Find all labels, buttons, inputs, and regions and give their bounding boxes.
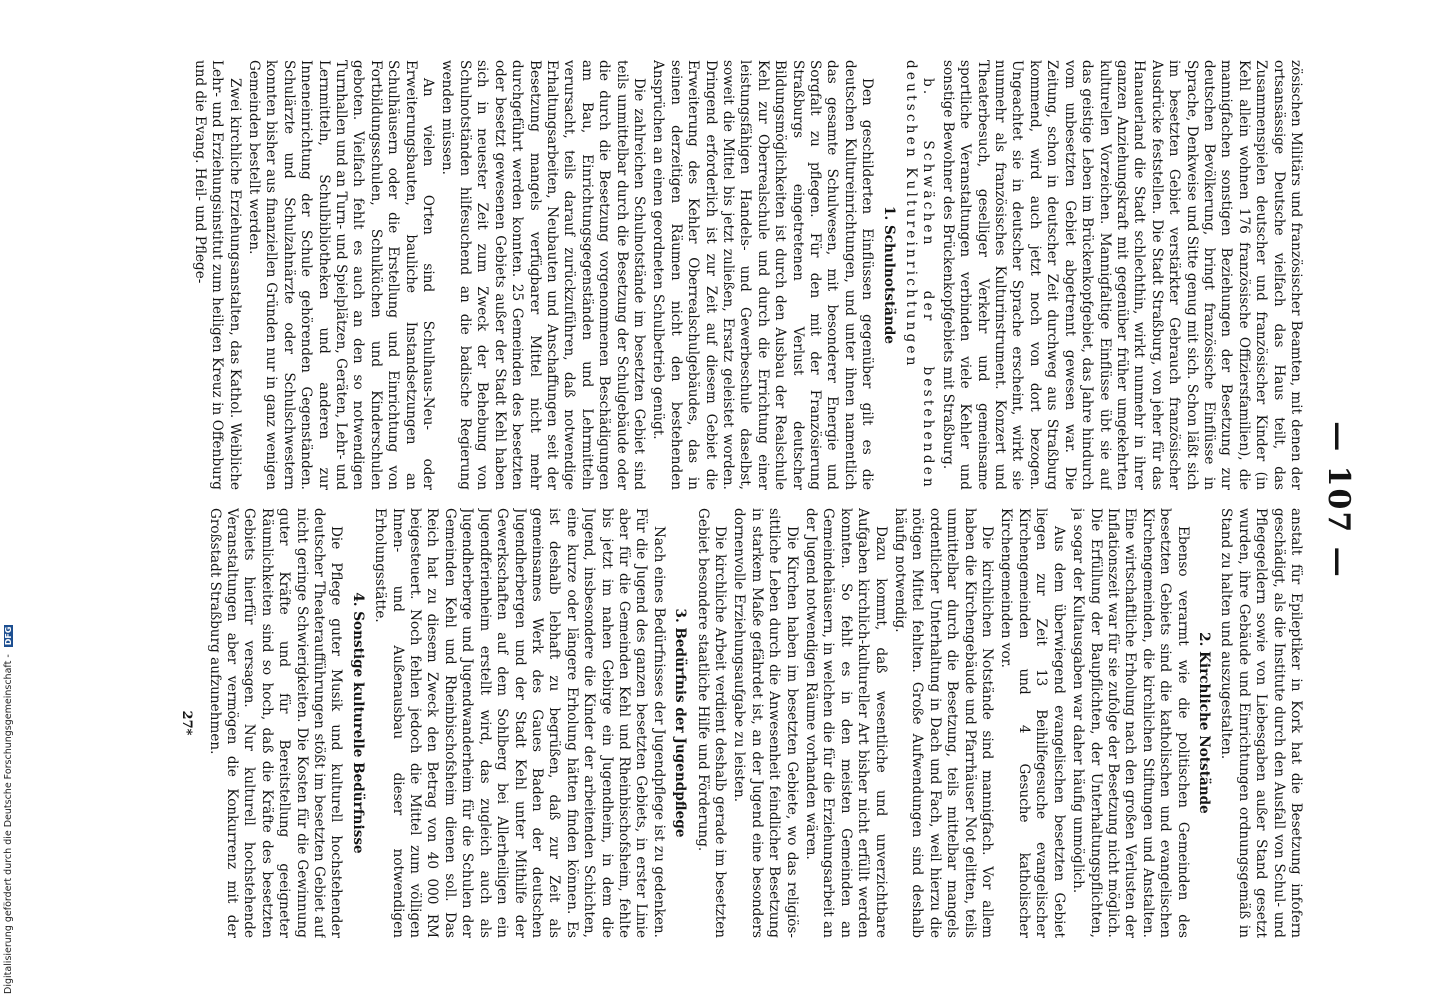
- paragraph: Die zahlreichen Schulnotstände im besetzten Gebiet sind teils unmittelbar durch die Besetzung der Schulgebäude oder die durch die Besetzung vorgenommenen Beschädigungen am Bau, Einrichtungsgegenständen und Lehrmitteln verursacht, teils darauf zurückzuführen, daß notwendige Erhaltungsarbeiten, Neubauten und Anschaffungen seit der Besetzung mangels verfügbarer Mittel nicht mehr durchgeführt werden konnten. 25 Gemeinden des besetzten oder besetzt gewesenen Gebiets außer der Stadt Kehl haben sich in neuester Zeit zum Zweck der Behebung von Schulnotständen hilfesuchend an die badische Regierung wenden müssen.: [439, 60, 647, 490]
- paragraph: Die Pflege guter Musik und kulturell hochstehender deutscher Theateraufführungen stößt im besetzten Gebiet auf nicht geringe Schwierigkeiten. Die Kosten für die Gewinnung guter Kräfte und für Bereitstellung geeigneter Räumlichkeiten sind so hoch, daß die Kräfte des besetzten Gebiets hierfür versagen. Nur kulturell hochstehende Veranstaltungen aber vermögen die Konkurrenz mit der Großstadt Straßburg aufzunehmen.: [206, 508, 345, 938]
- digitization-credit: [3, 4, 17, 994]
- credit-text: Digitalisierung gefördert durch die Deutsche Forschungsgemeinschaft -: [3, 654, 14, 994]
- paragraph: Die kirchliche Arbeit verdient deshalb gerade im besetzten Gebiet besondere staatliche Hilfe und Förderung.: [694, 508, 728, 938]
- paragraph: Die kirchlichen Notstände sind mannigfach. Vor allem haben die Kirchengebäude und Pfarrhäuser Not gelitten, teils unmittelbar durch die Besetzung, teils mittelbar mangels ordentlicher Unterhaltung in Dach und Fach, weil hierzu die nötigen Mittel fehlten. Große Aufwendungen sind deshalb häufig notwendig.: [892, 508, 996, 938]
- paragraph: Den geschilderten Einflüssen gegenüber gilt es die deutschen Kultureinrichtungen, und unter ihnen namentlich das gesamte Schulwesen, mit besonderer Energie und Sorgfalt zu pflegen. Für den mit der Französierung Straßburgs eingetretenen Verlust deutscher Bildungsmöglichkeiten ist durch den Ausbau der Realschule Kehl zur Oberrealschule und durch die Errichtung einer leistungsfähigen Handels- und Gewerbeschule daselbst, soweit die Mittel bis jetzt zuließen, Ersatz geleistet worden. Dringend erforderlich ist zur Zeit auf diesem Gebiet die Erweiterung des Kehler Oberrealschulgebäudes, das in seinen derzeitigen Räumen nicht den bestehenden Ansprüchen an einen geordneten Schulbetrieb genügt.: [650, 60, 876, 490]
- section-heading-jugendpflege: 3. Bedürfnis der Jugendpflege: [672, 608, 689, 838]
- paragraph: Aus dem überwiegend evangelischen besetzten Gebiet liegen zur Zeit 13 Beihilfegesuche evangelischer Kirchengemeinden und 4 Gesuche katholischer Kirchengemeinden vor.: [998, 508, 1067, 938]
- dfg-logo-icon: DFG: [4, 626, 13, 646]
- signature-mark: 27*: [179, 710, 194, 736]
- section-heading-kirchliche-notstaende: 2. Kirchliche Notstände: [1195, 632, 1212, 814]
- paragraph: Die Kirchen haben im besetzten Gebiete, wo das religiös-sittliche Leben durch die Anwesenheit feindlicher Besetzung in starkem Maße gefährdet ist, an der Jugend eine besonders dornenvolle Erziehungsaufgabe zu leisten.: [731, 508, 800, 938]
- left-column: [124, 60, 1304, 490]
- section-heading-schulnotstaende: 1. Schulnotstände: [880, 206, 897, 344]
- section-heading-kulturelle-beduerfnisse: 4. Sonstige kulturelle Bedürfnisse: [349, 592, 366, 854]
- page-number: — 107 —: [1321, 421, 1356, 579]
- section-heading-b: b. Schwächen der bestehenden deutschen Kultureinrichtungen: [903, 60, 937, 490]
- paragraph: Ebenso verarmt wie die politischen Gemeinden des besetzten Gebiets sind die katholischen und evangelischen Kirchengemeinden, die kirchlichen Stiftungen und Anstalten. Eine wirtschaftliche Erholung nach den großen Verlusten der Inflationszeit war für sie zufolge der Besetzung nicht möglich. Die Erfüllung der Baupflichten, der Unterhaltungspflichten, ja sogar der Kultausgaben war daher häufig unmöglich.: [1070, 508, 1191, 938]
- page-header: [1296, 0, 1356, 1000]
- paragraph: Nach eines Bedürfnisses der Jugendpflege ist zu gedenken. Für die Jugend des ganzen besetzten Gebiets, in erster Linie aber für die Gemeinden Kehl und Rheinbischofsheim, fehlte bis jetzt im nahen Gebirge ein Jugendheim, in dem die Jugend, insbesondere die Kinder der arbeitenden Schichten, eine kurze oder längere Erholung hätten finden können. Es ist deshalb lebhaft zu begrüßen, daß zur Zeit als gemeinsames Werk des Gaues Baden der deutschen Jugendherbergen und der Stadt Kehl unter Mithilfe der Gewerkschaften auf dem Sohlberg bei Allerheiligen ein Jugendferienheim erstellt wird, das zugleich auch als Jugendherberge und Jugendwanderheim für die Schulen der Gemeinden Kehl und Rheinbischofsheim dienen soll. Das Reich hat zu diesem Zweck den Betrag von 40 000 RM beigesteuert. Noch fehlen jedoch die Mittel zum völligen Innen- und Außenausbau dieser notwendigen Erholungsstätte.: [372, 508, 667, 938]
- paragraph: Zwei kirchliche Erziehungsanstalten, das Kathol. Weibliche Lehr- und Erziehungsinstitut zum heiligen Kreuz in Offenburg und die Evang. Heil- und Pflege-: [191, 60, 243, 490]
- paragraph: Dazu kommt, daß wesentliche und unverzichtbare Aufgaben kirchlich-kultureller Art bisher nicht erfüllt werden konnten. So fehlt es in den meisten Gemeinden an Gemeindehäusern, in welchen die für die Erziehungsarbeit an der Jugend notwendigen Räume vorhanden wären.: [803, 508, 889, 938]
- paragraph: anstalt für Epileptiker in Kork hat die Besetzung infofern geschädigt, als die Institute durch den Ausfall von Schul- und Pflegegeldern sowie von Liebesgaben außer Stand gesetzt wurden, ihre Gebäude und Einrichtungen ordnungsgemäß in Stand zu halten und auszugestalten.: [1218, 508, 1304, 938]
- paragraph: zösischen Militärs und französischer Beamten, mit denen der ortsansässige Deutsche vielfach das Haus teilt, das Zusammenspielen deutscher und französischer Kinder (in Kehl allein wohnen 176 französische Offiziersfamilien), die mannigfachen sonstigen Beziehungen der Besetzung zur deutschen Bevölkerung, bringt französische Einflüsse in Sprache, Denkweise und Sitte genug mit sich. Schon läßt sich im besetzten Gebiet verstärkter Gebrauch französischer Ausdrücke feststellen. Die Stadt Straßburg, von jeher für das Hanauerland die Stadt schlechthin, wirkt nunmehr in ihrer ganzen Anziehungskraft mit gegenüber früher umgekehrten kulturellen Vorzeichen. Mannigfaltige Einflüsse übt sie auf das geistige Leben im Brückenkopfgebiet, das Jahre hindurch vom unbesetzten Gebiet abgetrennt gewesen war. Die Zeitung, schon in deutscher Zeit durchweg aus Straßburg kommend, wird auch jetzt noch von dort bezogen. Ungeachtet sie in deutscher Sprache erscheint, wirkt sie nunmehr als französisches Kulturinstrument. Konzert und Theaterbesuch, geselliger Verkehr und gemeinsame sportliche Veranstaltungen verbinden viele Kehler und sonstige Bewohner des Brückenkopfgebiets mit Straßburg.: [939, 60, 1304, 490]
- right-column: [124, 508, 1304, 938]
- paragraph: An vielen Orten sind Schulhaus-Neu- oder Erweiterungsbauten, bauliche Instandsetzungen an Schulhäusern oder die Erstellung und Einrichtung von Fortbildungsschulen, Schulküchen und Kinderschulen geboten. Vielfach fehlt es auch an den so notwendigen Turnhallen und an Turn- und Spielplätzen, Geräten, Lehr- und Lernmitteln, Schulbibliotheken und anderen zur Inneneinrichtung der Schule gehörenden Gegenständen. Schulärzte und Schulzahnärzte oder Schulschwestern konnten bisher aus finanziellen Gründen nur in ganz wenigen Gemeinden bestellt werden.: [246, 60, 437, 490]
